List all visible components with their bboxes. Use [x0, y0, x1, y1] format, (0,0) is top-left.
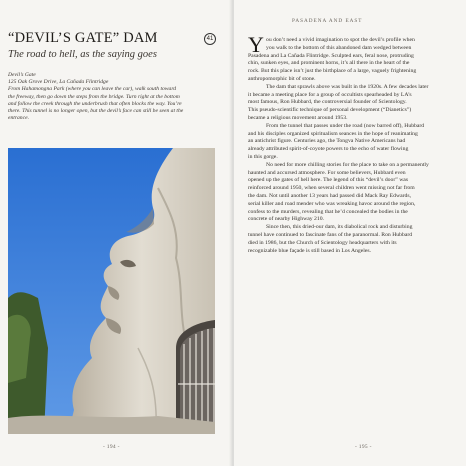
- tunnel-light: [180, 328, 215, 434]
- text-line: No need for more chilling stories for the place to take on a permanently: [266, 161, 429, 168]
- text-line: reinforced around 1950, when several children went missing not far from: [248, 185, 415, 192]
- text-line: rock. But this place isn’t just the birthplace of a large, vaguely frightening: [248, 68, 417, 75]
- text-line: confess to the murders, revealing that he’d concealed the bodies in the: [248, 208, 408, 215]
- directions-line: From Hahamongna Park (where you can leave the car), walk south toward: [8, 86, 177, 93]
- text-line: an antichrist figure. Centuries ago, the Tongva Native Americans had: [248, 138, 406, 145]
- text-line: it became a meeting place for a group of occultists spearheaded by LA’s: [248, 91, 412, 98]
- directions-line: there. This tunnel is no longer open, but the devil’s face can still be seen at the: [8, 108, 184, 115]
- devils-gate-photo: [8, 148, 215, 434]
- text-line: Since then, this dried-our dam, its diabolical rock and disturbing: [266, 224, 413, 231]
- text-line: you walk to the bottom of this abandoned dam wedged between: [266, 44, 412, 51]
- page-subtitle: The road to hell, as the saying goes: [8, 49, 157, 60]
- text-line: Pasadena and La Cañada Flintridge. Sculpted ears, feral nose, protruding: [248, 52, 414, 59]
- text-line: died in 1986, but the Church of Scientology headquarters with its: [248, 239, 397, 246]
- address-name: Devil’s Gate: [8, 72, 36, 78]
- drop-cap: Y: [248, 32, 264, 57]
- text-line: recognizable blue façade is still based in Los Angeles.: [248, 247, 372, 254]
- text-line: tunnel have continued to fascinate fans of the paranormal. Ron Hubbard: [248, 231, 413, 238]
- text-line: opened up the gates of hell here. The legend of this “devil’s door” was: [248, 177, 409, 184]
- text-line: in this gorge.: [248, 153, 278, 160]
- page-number-left: - 194 -: [103, 444, 120, 450]
- text-line: became a religious movement around 1953.: [248, 114, 348, 121]
- entry-number-badge: 41: [204, 33, 216, 45]
- text-line: chin, sunken eyes, and prominent horns, it’s all there in the heart of the: [248, 60, 410, 67]
- directions-line: the freeway, then go down the steps from the bridge. Turn right at the bottom: [8, 93, 180, 100]
- running-head: PASADENA AND EAST: [292, 18, 363, 24]
- text-line: and his disciples organized spiritualism seances in the hope of reanimating: [248, 130, 418, 137]
- directions-line: and follow the creek through the underbrush that often blocks the way. You’re: [8, 100, 182, 107]
- text-line: serial killer and road mender who was wreaking havoc around the region,: [248, 200, 416, 207]
- text-line: ou don’t need a vivid imagination to spot the devil’s profile when: [266, 37, 415, 43]
- text-line: the dam. Not until another 13 years had passed did Mack Ray Edwards,: [248, 192, 412, 199]
- text-line: From the tunnel that passes under the road (now barred off), Hubbard: [266, 122, 425, 129]
- text-line: anthropomorphic bit of stone.: [248, 75, 316, 82]
- body-text: [248, 37, 456, 255]
- left-page: [0, 0, 232, 466]
- page-number-right: - 195 -: [355, 444, 372, 450]
- text-line: most famous, Ron Hubbard, the controversial founder of Scientology.: [248, 99, 407, 106]
- address-street: 125 Oak Grove Drive, La Cañada Flintridge: [8, 79, 109, 86]
- directions-line: entrance.: [8, 115, 29, 122]
- text-line: already attributed spirit-of-coyote powers to the echo of water flowing: [248, 146, 409, 153]
- page-title: “DEVIL’S GATE” DAM: [8, 30, 158, 46]
- address-block: [8, 72, 218, 122]
- text-line: The dam that sprawls above was built in the 1920s. A few decades later: [266, 83, 429, 90]
- rock-face-illustration: [8, 148, 215, 434]
- text-line: This pseudo-scientific technique of personal development (“Dianetics”): [248, 107, 412, 114]
- text-line: concrete of nearby Highway 210.: [248, 216, 324, 223]
- text-line: haunted and accursed atmosphere. For some believers, Hubbard even: [248, 169, 406, 176]
